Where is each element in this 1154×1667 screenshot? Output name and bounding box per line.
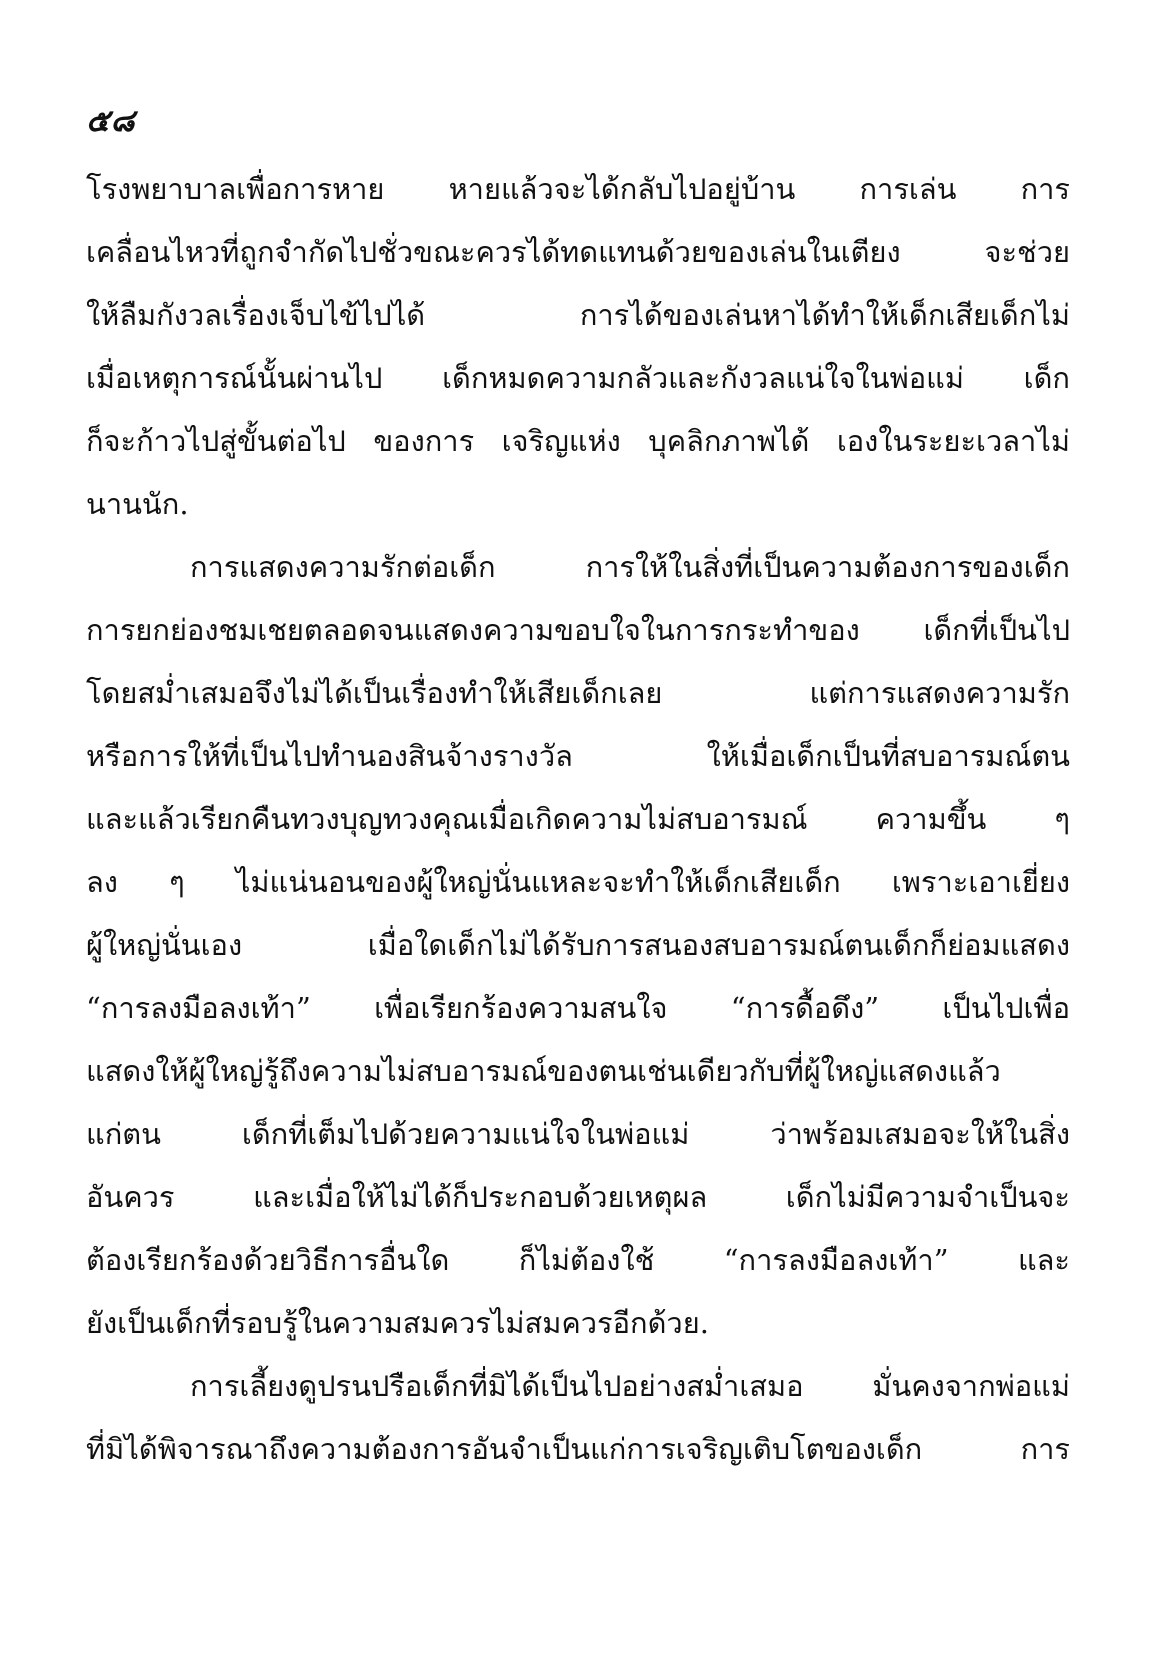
text-line: นานนัก. [86, 487, 189, 521]
text-line: ให้ลืมกังวลเรื่องเจ็บไข้ไปได้ การได้ของเล่นหาได้ทำให้เด็กเสียเด็กไม่ [86, 298, 1070, 332]
text-line: โรงพยาบาลเพื่อการหาย หายแล้วจะได้กลับไปอยู่บ้าน การเล่น การ [86, 172, 1070, 206]
text-line: ผู้ใหญ่นั่นเอง เมื่อใดเด็กไม่ได้รับการสนองสบอารมณ์ตนเด็กก็ย่อมแสดง [86, 928, 1070, 962]
text-line: แสดงให้ผู้ใหญ่รู้ถึงความไม่สบอารมณ์ของตนเช่นเดียวกับที่ผู้ใหญ่แสดงแล้ว [86, 1054, 1001, 1088]
text-line: เมื่อเหตุการณ์นั้นผ่านไป เด็กหมดความกลัวและกังวลแน่ใจในพ่อแม่ เด็ก [86, 361, 1070, 395]
text-line: อันควร และเมื่อให้ไม่ได้ก็ประกอบด้วยเหตุผล เด็กไม่มีความจำเป็นจะ [86, 1180, 1070, 1214]
paragraph-first-line: การเลี้ยงดูปรนปรือเด็กที่มิได้เป็นไปอย่างสม่ำเสมอ มั่นคงจากพ่อแม่ [190, 1369, 1070, 1403]
text-line: การยกย่องชมเชยตลอดจนแสดงความขอบใจในการกระทำของ เด็กที่เป็นไป [86, 613, 1070, 647]
text-line: โดยสม่ำเสมอจึงไม่ได้เป็นเรื่องทำให้เสียเด็กเลย แต่การแสดงความรัก [86, 676, 1070, 710]
text-line: “การลงมือลงเท้า” เพื่อเรียกร้องความสนใจ “การดื้อดึง” เป็นไปเพื่อ [86, 991, 1070, 1025]
text-line: ลง ๆ ไม่แน่นอนของผู้ใหญ่นั่นแหละจะทำให้เด็กเสียเด็ก เพราะเอาเยี่ยง [86, 865, 1070, 899]
text-line: ที่มิได้พิจารณาถึงความต้องการอันจำเป็นแก่การเจริญเติบโตของเด็ก การ [86, 1432, 1070, 1466]
paragraph-first-line: การแสดงความรักต่อเด็ก การให้ในสิ่งที่เป็นความต้องการของเด็ก [190, 550, 1070, 584]
text-line: แก่ตน เด็กที่เต็มไปด้วยความแน่ใจในพ่อแม่ ว่าพร้อมเสมอจะให้ในสิ่ง [86, 1117, 1070, 1151]
page-number: ๕๘ [86, 103, 136, 139]
text-line: ยังเป็นเด็กที่รอบรู้ในความสมควรไม่สมควรอีกด้วย. [86, 1306, 709, 1340]
text-line: ต้องเรียกร้องด้วยวิธีการอื่นใด ก็ไม่ต้องใช้ “การลงมือลงเท้า” และ [86, 1243, 1070, 1277]
text-line: เคลื่อนไหวที่ถูกจำกัดไปชั่วขณะควรได้ทดแทนด้วยของเล่นในเตียง จะช่วย [86, 235, 1070, 269]
body-text [86, 158, 1070, 1481]
text-line: ก็จะก้าวไปสู่ขั้นต่อไป ของการ เจริญแห่ง บุคลิกภาพได้ เองในระยะเวลาไม่ [86, 424, 1070, 458]
text-line: หรือการให้ที่เป็นไปทำนองสินจ้างรางวัล ให้เมื่อเด็กเป็นที่สบอารมณ์ตน [86, 739, 1070, 773]
text-line: และแล้วเรียกคืนทวงบุญทวงคุณเมื่อเกิดความไม่สบอารมณ์ ความขึ้น ๆ [86, 802, 1070, 836]
